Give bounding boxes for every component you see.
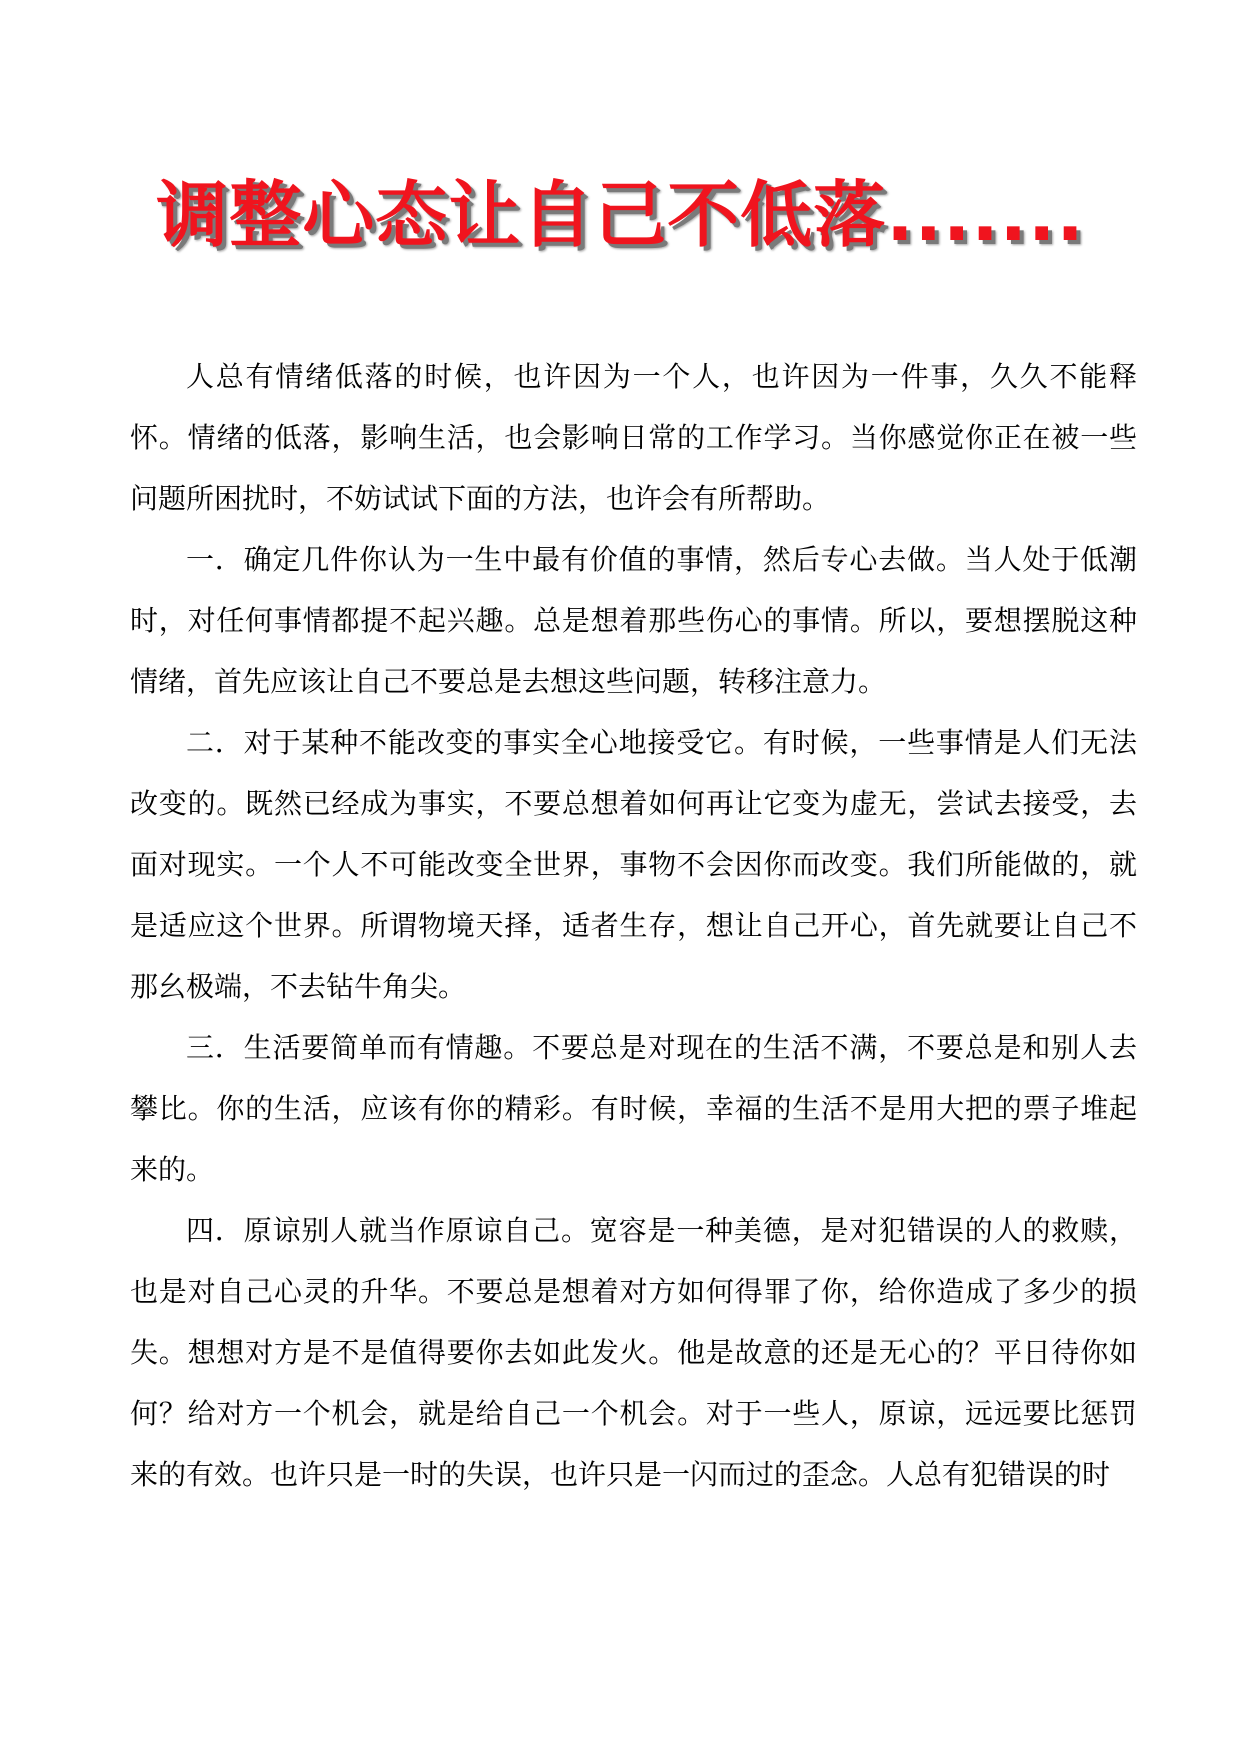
paragraph-intro: 人总有情绪低落的时候，也许因为一个人，也许因为一件事，久久不能释怀。情绪的低落，影响生活，也会影响日常的工作学习。当你感觉你正在被一些问题所困扰时，不妨试试下面的方法，也许会有所帮助。 [130, 360, 1137, 515]
paragraph-point-3: 三．生活要简单而有情趣。不要总是对现在的生活不满，不要总是和别人去攀比。你的生活，应该有你的精彩。有时候，幸福的生活不是用大把的票子堆起来的。 [130, 1031, 1137, 1186]
paragraph-point-4: 四．原谅别人就当作原谅自己。宽容是一种美德，是对犯错误的人的救赎，也是对自己心灵的升华。不要总是想着对方如何得罪了你，给你造成了多少的损失。想想对方是不是值得要你去如此发火。他是故意的还是无心的？平日待你如何？给对方一个机会，就是给自己一个机会。对于一些人，原谅，远远要比惩罚来的有效。也许只是一时的失误，也许只是一闪而过的歪念。人总有犯错误的时 [130, 1214, 1137, 1491]
document-title: 调整心态让自己不低落....... [156, 173, 1085, 257]
paragraph-point-2: 二．对于某种不能改变的事实全心地接受它。有时候，一些事情是人们无法改变的。既然已经成为事实，不要总想着如何再让它变为虚无，尝试去接受，去面对现实。一个人不可能改变全世界，事物不会因你而改变。我们所能做的，就是适应这个世界。所谓物境天择，适者生存，想让自己开心，首先就要让自己不那幺极端，不去钻牛角尖。 [130, 726, 1137, 1003]
document-body [130, 346, 1137, 1505]
paragraph-point-1: 一．确定几件你认为一生中最有价值的事情，然后专心去做。当人处于低潮时，对任何事情都提不起兴趣。总是想着那些伤心的事情。所以，要想摆脱这种情绪，首先应该让自己不要总是去想这些问题，转移注意力。 [130, 543, 1137, 698]
